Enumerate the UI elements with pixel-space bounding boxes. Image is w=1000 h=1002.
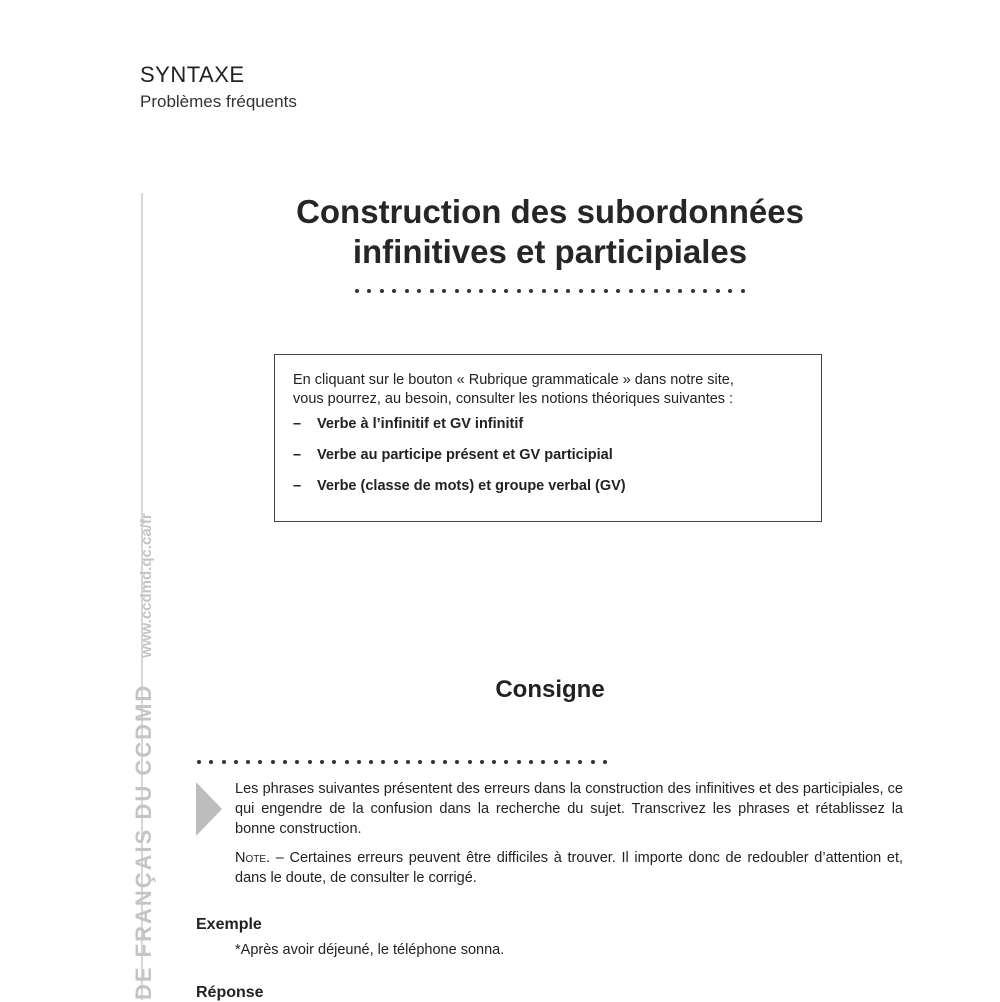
dot (430, 289, 434, 293)
dot (417, 289, 421, 293)
example-heading: Exemple (196, 916, 262, 933)
note-text: – Certaines erreurs peuvent être difficiles à trouver. Il importe donc de redoubler d’attention et, dans le doute, de consulter le corrigé. (235, 850, 903, 886)
dot (442, 289, 446, 293)
dot (566, 760, 570, 764)
dot (197, 760, 201, 764)
dot (504, 289, 508, 293)
dot (369, 760, 373, 764)
notion-item-label: Verbe au participe présent et GV participial (317, 447, 613, 463)
dot (345, 760, 349, 764)
dot (728, 289, 732, 293)
dot (283, 760, 287, 764)
note-label: Note. (235, 850, 271, 866)
dot (406, 760, 410, 764)
dot (381, 760, 385, 764)
dot (332, 760, 336, 764)
dot (591, 289, 595, 293)
dot (392, 289, 396, 293)
dot (654, 289, 658, 293)
consigne-dotted-rule (197, 760, 607, 764)
dot (541, 760, 545, 764)
side-brand-text: DE FRANÇAIS DU CCDMD (131, 683, 156, 1000)
notions-list (293, 415, 803, 496)
dot (418, 760, 422, 764)
dot (405, 289, 409, 293)
dot (308, 760, 312, 764)
notice-line-1: En cliquant sur le bouton « Rubrique grammaticale » dans notre site, (293, 372, 734, 388)
dot-row (355, 289, 745, 293)
dot (666, 289, 670, 293)
side-url-text: www.ccdmd.qc.ca/fr (138, 513, 155, 658)
dot (355, 289, 359, 293)
dot (357, 760, 361, 764)
dot (320, 760, 324, 764)
dot (258, 760, 262, 764)
dot (554, 289, 558, 293)
notion-item (293, 415, 803, 434)
consigne-heading: Consigne (495, 676, 605, 703)
side-banner (131, 513, 157, 1000)
dot-row (197, 760, 607, 764)
notice-line-2: vous pourrez, au besoin, consulter les notions théoriques suivantes : (293, 391, 734, 407)
dot (591, 760, 595, 764)
dot (431, 760, 435, 764)
notion-item (293, 446, 803, 465)
dot (504, 760, 508, 764)
dot (222, 760, 226, 764)
dot (542, 289, 546, 293)
dot (616, 289, 620, 293)
page-title-line-2: infinitives et participiales (352, 233, 748, 270)
dot (295, 760, 299, 764)
section-subtitle: Problèmes fréquents (140, 92, 297, 111)
dot (603, 760, 607, 764)
dot (691, 289, 695, 293)
page-title (280, 192, 820, 272)
dot (703, 289, 707, 293)
dot (629, 289, 633, 293)
dot (678, 289, 682, 293)
dot (529, 289, 533, 293)
dot (271, 760, 275, 764)
dot (479, 289, 483, 293)
dot (394, 760, 398, 764)
dot (455, 760, 459, 764)
page-header (140, 62, 297, 112)
notion-item (293, 477, 803, 496)
dot (246, 760, 250, 764)
notion-item-label: Verbe à l’infinitif et GV infinitif (317, 416, 524, 432)
note-paragraph (235, 848, 903, 888)
dot (566, 289, 570, 293)
dot (468, 760, 472, 764)
dot (209, 760, 213, 764)
instructions-block (235, 779, 903, 897)
section-title: SYNTAXE (140, 62, 245, 87)
answer-heading: Réponse (196, 984, 264, 1001)
grammar-notice-box (274, 354, 822, 522)
dot (517, 760, 521, 764)
page-title-line-1: Construction des subordonnées (296, 193, 804, 230)
dot (467, 289, 471, 293)
dot (529, 760, 533, 764)
dot (367, 289, 371, 293)
dot (741, 289, 745, 293)
triangle-arrow-icon (196, 782, 222, 836)
dot (641, 289, 645, 293)
example-sentence: *Après avoir déjeuné, le téléphone sonna. (235, 942, 505, 958)
dot (517, 289, 521, 293)
dot (578, 760, 582, 764)
dot (604, 289, 608, 293)
dot (492, 760, 496, 764)
dot (234, 760, 238, 764)
dot (492, 289, 496, 293)
dot (480, 760, 484, 764)
dash-bullet: – (293, 416, 302, 432)
dot (443, 760, 447, 764)
dot (455, 289, 459, 293)
dash-bullet: – (293, 447, 302, 463)
notion-item-label: Verbe (classe de mots) et groupe verbal (GV) (317, 478, 626, 494)
dot (579, 289, 583, 293)
dot (380, 289, 384, 293)
title-dotted-rule (355, 289, 745, 293)
instructions-paragraph: Les phrases suivantes présentent des erreurs dans la construction des infinitives et des participiales, ce qui engendre de la confusion dans la recherche du sujet. Transcrivez les phrases et rétablissez la bonne construction. (235, 781, 903, 837)
notice-text (293, 371, 803, 409)
dash-bullet: – (293, 478, 302, 494)
dot (554, 760, 558, 764)
dot (716, 289, 720, 293)
